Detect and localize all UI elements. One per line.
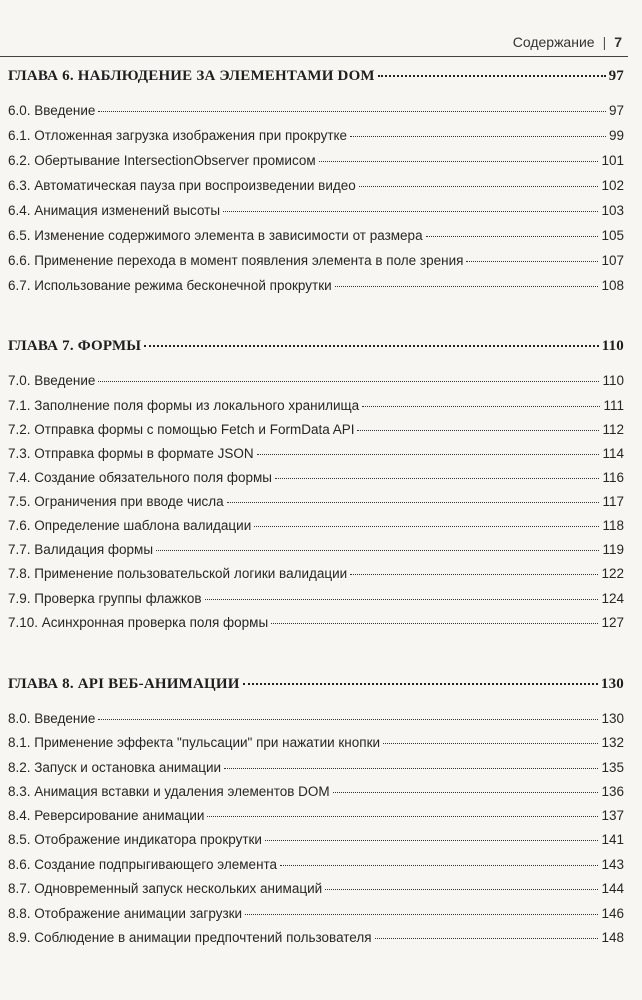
entry-page: 124 xyxy=(601,591,624,606)
dot-leader xyxy=(378,75,606,77)
toc-entry xyxy=(8,398,624,413)
entry-page: 132 xyxy=(601,735,624,750)
dot-leader xyxy=(271,623,598,624)
chapter-page: 130 xyxy=(600,676,624,692)
entry-title: 8.7. Одновременный запуск нескольких анимаций xyxy=(8,881,323,896)
dot-leader xyxy=(223,211,598,212)
entry-page: 122 xyxy=(601,566,624,581)
page-number: 7 xyxy=(614,34,622,50)
entry-page: 103 xyxy=(601,203,624,218)
entry-title: 8.8. Отображение анимации загрузки xyxy=(8,906,243,921)
dot-leader xyxy=(325,889,598,890)
entry-page: 143 xyxy=(601,857,624,872)
chapter-heading xyxy=(8,338,624,355)
toc-entry xyxy=(8,373,624,388)
section-title: Содержание xyxy=(512,34,595,50)
entry-title: 7.7. Валидация формы xyxy=(8,542,154,557)
chapter-title: ГЛАВА 7. ФОРМЫ xyxy=(8,338,142,354)
entry-title: 6.1. Отложенная загрузка изображения при прокрутке xyxy=(8,128,348,143)
toc-entry xyxy=(8,128,624,143)
dot-leader xyxy=(359,186,599,187)
entry-title: 8.6. Создание подпрыгивающего элемента xyxy=(8,857,278,872)
entry-page: 101 xyxy=(601,153,624,168)
toc-entry xyxy=(8,881,624,896)
entry-title: 7.1. Заполнение поля формы из локального хранилища xyxy=(8,398,360,413)
toc-entry xyxy=(8,857,624,872)
entry-page: 135 xyxy=(601,760,624,775)
toc-entry xyxy=(8,566,624,581)
entry-page: 141 xyxy=(601,832,624,847)
entry-title: 8.4. Реверсирование анимации xyxy=(8,808,205,823)
header-rule xyxy=(0,56,628,57)
entry-title: 7.3. Отправка формы в формате JSON xyxy=(8,446,254,461)
entry-page: 130 xyxy=(601,711,624,726)
entry-title: 6.3. Автоматическая пауза при воспроизведении видео xyxy=(8,178,356,193)
entry-page: 105 xyxy=(601,228,624,243)
entry-title: 7.6. Определение шаблона валидации xyxy=(8,518,252,533)
entry-title: 6.5. Изменение содержимого элемента в зависимости от размера xyxy=(8,228,423,243)
entry-title: 7.10. Асинхронная проверка поля формы xyxy=(8,615,269,630)
entry-title: 7.9. Проверка группы флажков xyxy=(8,591,202,606)
entry-title: 8.9. Соблюдение в анимации предпочтений пользователя xyxy=(8,930,372,945)
toc-entry xyxy=(8,103,624,118)
entry-title: 7.0. Введение xyxy=(8,373,96,388)
dot-leader xyxy=(254,526,599,527)
chapter-title: ГЛАВА 6. НАБЛЮДЕНИЕ ЗА ЭЛЕМЕНТАМИ DOM xyxy=(8,68,375,84)
toc-entry xyxy=(8,930,624,945)
toc-entry xyxy=(8,228,624,243)
toc-entry xyxy=(8,178,624,193)
entry-title: 8.1. Применение эффекта "пульсации" при нажатии кнопки xyxy=(8,735,381,750)
entry-page: 108 xyxy=(601,278,624,293)
entry-title: 8.2. Запуск и остановка анимации xyxy=(8,760,222,775)
entry-title: 6.6. Применение перехода в момент появления элемента в поле зрения xyxy=(8,253,464,268)
entry-title: 7.5. Ограничения при вводе числа xyxy=(8,494,224,509)
entry-title: 6.2. Обертывание IntersectionObserver промисом xyxy=(8,153,316,168)
dot-leader xyxy=(245,914,598,915)
chapter-heading xyxy=(8,68,624,85)
dot-leader xyxy=(224,768,598,769)
dot-leader xyxy=(362,406,600,407)
entry-page: 146 xyxy=(601,906,624,921)
entry-page: 137 xyxy=(601,808,624,823)
toc-entry xyxy=(8,542,624,557)
dot-leader xyxy=(156,550,599,551)
entry-title: 8.5. Отображение индикатора прокрутки xyxy=(8,832,262,847)
entry-page: 110 xyxy=(602,373,624,388)
dot-leader xyxy=(275,478,599,479)
toc-entry xyxy=(8,784,624,799)
dot-leader xyxy=(265,840,599,841)
dot-leader xyxy=(333,792,599,793)
entry-title: 7.8. Применение пользовательской логики валидации xyxy=(8,566,348,581)
toc-entry xyxy=(8,422,624,437)
dot-leader xyxy=(280,865,598,866)
toc-entry xyxy=(8,735,624,750)
entry-title: 8.0. Введение xyxy=(8,711,96,726)
entry-page: 97 xyxy=(608,103,624,118)
dot-leader xyxy=(335,286,599,287)
dot-leader xyxy=(205,599,599,600)
toc-entry xyxy=(8,615,624,630)
chapter-page: 97 xyxy=(608,68,624,84)
dot-leader xyxy=(426,236,599,237)
toc-entry xyxy=(8,906,624,921)
entry-page: 114 xyxy=(602,446,624,461)
entry-page: 99 xyxy=(608,128,624,143)
chapter-title: ГЛАВА 8. API ВЕБ-АНИМАЦИИ xyxy=(8,676,240,692)
toc-entry xyxy=(8,446,624,461)
toc-entry xyxy=(8,203,624,218)
toc-entry xyxy=(8,808,624,823)
dot-leader xyxy=(357,430,599,431)
running-header xyxy=(513,34,622,50)
dot-leader xyxy=(350,136,606,137)
toc-entry xyxy=(8,253,624,268)
toc-entry xyxy=(8,153,624,168)
dot-leader xyxy=(466,261,598,262)
toc-entry xyxy=(8,760,624,775)
entry-title: 6.7. Использование режима бесконечной прокрутки xyxy=(8,278,332,293)
dot-leader xyxy=(375,938,599,939)
entry-title: 8.3. Анимация вставки и удаления элементов DOM xyxy=(8,784,330,799)
dot-leader xyxy=(243,683,598,685)
entry-page: 144 xyxy=(601,881,624,896)
dot-leader xyxy=(207,816,598,817)
header-separator: | xyxy=(602,34,607,50)
entry-page: 127 xyxy=(601,615,624,630)
dot-leader xyxy=(350,574,598,575)
dot-leader xyxy=(98,381,599,382)
chapter-page: 110 xyxy=(601,338,624,354)
dot-leader xyxy=(98,111,606,112)
dot-leader xyxy=(144,345,598,347)
entry-page: 136 xyxy=(601,784,624,799)
entry-page: 112 xyxy=(602,422,624,437)
entry-page: 118 xyxy=(602,518,624,533)
entry-page: 119 xyxy=(602,542,624,557)
toc-entry xyxy=(8,518,624,533)
entry-title: 6.4. Анимация изменений высоты xyxy=(8,203,221,218)
entry-page: 148 xyxy=(601,930,624,945)
toc-entry xyxy=(8,278,624,293)
dot-leader xyxy=(257,454,600,455)
toc-entry xyxy=(8,832,624,847)
toc-entry xyxy=(8,591,624,606)
dot-leader xyxy=(98,719,598,720)
entry-page: 102 xyxy=(601,178,624,193)
entry-page: 111 xyxy=(603,398,624,413)
chapter-heading xyxy=(8,676,624,693)
dot-leader xyxy=(383,743,598,744)
entry-title: 7.2. Отправка формы с помощью Fetch и FormData API xyxy=(8,422,355,437)
entry-page: 117 xyxy=(602,494,624,509)
dot-leader xyxy=(319,161,599,162)
entry-page: 116 xyxy=(602,470,624,485)
entry-page: 107 xyxy=(601,253,624,268)
entry-title: 6.0. Введение xyxy=(8,103,96,118)
entry-title: 7.4. Создание обязательного поля формы xyxy=(8,470,272,485)
toc-entry xyxy=(8,711,624,726)
toc-entry xyxy=(8,470,624,485)
dot-leader xyxy=(227,502,600,503)
toc-entry xyxy=(8,494,624,509)
